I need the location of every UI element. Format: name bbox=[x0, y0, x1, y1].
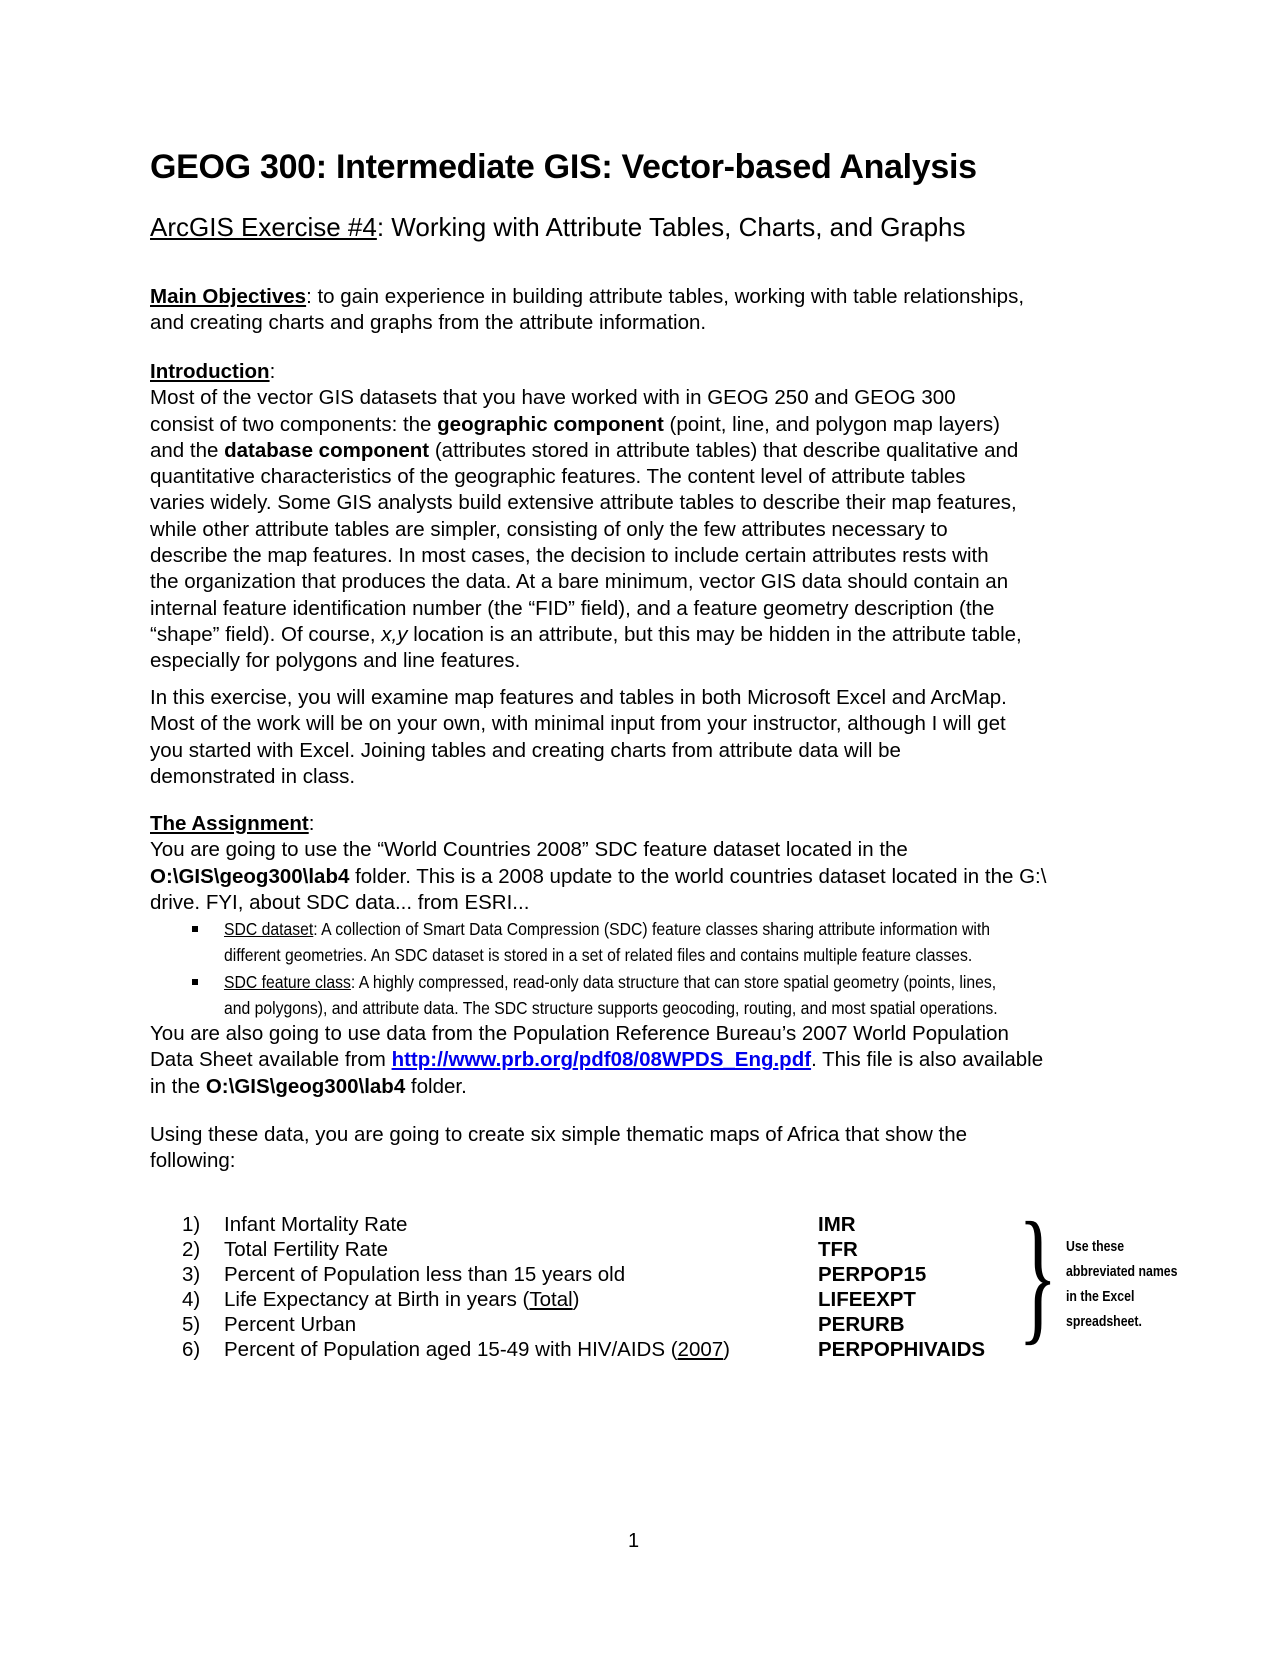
intro-line bbox=[150, 622, 1170, 648]
page-number: 1 bbox=[628, 1530, 640, 1552]
item-abbreviation: LIFEEXPT bbox=[818, 1288, 916, 1311]
intro-line: describe the map features. In most cases, the decision to include certain attributes rests with bbox=[150, 544, 989, 568]
note-line: spreadsheet. bbox=[1066, 1313, 1142, 1330]
prb-line bbox=[150, 1047, 1170, 1073]
intro-text: (attributes stored in attribute tables) that describe qualitative and bbox=[429, 438, 1019, 462]
document-subtitle bbox=[150, 212, 966, 243]
intro-line: the organization that produces the data. At a bare minimum, vector GIS data should contain an bbox=[150, 570, 1009, 594]
assignment-heading: The Assignment bbox=[150, 812, 309, 835]
list-item bbox=[150, 969, 1170, 1022]
exercise-line: Most of the work will be on your own, with minimal input from your instructor, although I will get bbox=[150, 712, 1006, 736]
item-description bbox=[224, 1337, 730, 1362]
description-text: ) bbox=[572, 1288, 580, 1311]
intro-text: (point, line, and polygon map layers) bbox=[663, 412, 1000, 436]
intro-line: while other attribute tables are simpler, consisting of only the few attributes necessary to bbox=[150, 517, 948, 541]
sdc-definitions-list bbox=[150, 916, 1170, 1021]
heading-colon: : bbox=[308, 812, 315, 835]
intro-text: “shape” field). Of course, bbox=[150, 622, 382, 646]
intro-line bbox=[150, 438, 1170, 464]
item-number: 5) bbox=[182, 1313, 201, 1336]
list-item bbox=[150, 1337, 1170, 1362]
exercise-line: demonstrated in class. bbox=[150, 764, 356, 788]
objectives-heading: Main Objectives bbox=[150, 285, 307, 308]
prb-line bbox=[150, 1074, 1170, 1100]
intro-line: quantitative characteristics of the geographic features. The content level of attribute tables bbox=[150, 465, 966, 489]
subtitle-exercise-number: ArcGIS Exercise #4 bbox=[150, 212, 377, 242]
prb-paragraph bbox=[150, 1021, 1170, 1100]
item-description bbox=[224, 1287, 580, 1312]
item-abbreviation: PERPOPHIVAIDS bbox=[818, 1338, 986, 1361]
prb-line: You are also going to use data from the Population Reference Bureau’s 2007 World Population bbox=[150, 1022, 1009, 1045]
thematic-maps-list bbox=[150, 1212, 1170, 1362]
item-number: 4) bbox=[182, 1288, 201, 1311]
assignment-line: drive. FYI, about SDC data... from ESRI... bbox=[150, 890, 530, 914]
description-text: Life Expectancy at Birth in years ( bbox=[224, 1288, 530, 1311]
list-item bbox=[150, 1262, 1170, 1287]
item-description bbox=[224, 1237, 388, 1262]
xy-term: x,y bbox=[381, 622, 408, 646]
assignment-line bbox=[150, 864, 1170, 890]
prb-text: Data Sheet available from bbox=[150, 1048, 392, 1072]
prb-text: folder. bbox=[405, 1074, 467, 1098]
item-number: 3) bbox=[182, 1263, 201, 1286]
maps-intro-line: Using these data, you are going to create six simple thematic maps of Africa that show the bbox=[150, 1123, 968, 1146]
description-text: Total Fertility Rate bbox=[224, 1238, 389, 1261]
prb-data-sheet-link[interactable]: http://www.prb.org/pdf08/08WPDS_Eng.pdf bbox=[391, 1048, 812, 1072]
item-abbreviation: PERURB bbox=[818, 1313, 905, 1336]
exercise-line: you started with Excel. Joining tables and creating charts from attribute data will be bbox=[150, 738, 901, 762]
intro-line: especially for polygons and line features. bbox=[150, 649, 521, 673]
item-abbreviation: IMR bbox=[818, 1213, 856, 1236]
item-description bbox=[224, 1312, 356, 1337]
item-number: 1) bbox=[182, 1213, 201, 1236]
document-title: GEOG 300: Intermediate GIS: Vector-based Analysis bbox=[150, 148, 977, 186]
definition-term: SDC dataset bbox=[224, 919, 314, 939]
bullet-square-icon bbox=[192, 979, 198, 985]
heading-colon: : bbox=[269, 360, 276, 383]
intro-text: consist of two components: the bbox=[150, 412, 438, 436]
objectives-text-line2: and creating charts and graphs from the attribute information. bbox=[150, 311, 707, 335]
assignment-line: You are going to use the “World Countries 2008” SDC feature dataset located in the bbox=[150, 838, 908, 862]
definition-text: different geometries. An SDC dataset is stored in a set of related files and contains multiple feature classes. bbox=[224, 945, 973, 966]
intro-line: Most of the vector GIS datasets that you have worked with in GEOG 250 and GEOG 300 bbox=[150, 386, 956, 410]
maps-intro-line: following: bbox=[150, 1149, 236, 1173]
geographic-component-term: geographic component bbox=[437, 412, 664, 436]
list-item bbox=[150, 1287, 1170, 1312]
definition-text: : A highly compressed, read-only data structure that can store spatial geometry (points, lines, bbox=[350, 971, 997, 992]
right-brace-icon: } bbox=[1018, 1192, 1058, 1358]
description-text: Percent Urban bbox=[224, 1313, 357, 1336]
description-text: ) bbox=[723, 1338, 730, 1361]
exercise-paragraph bbox=[150, 685, 1170, 790]
list-item bbox=[150, 916, 1170, 969]
introduction-section bbox=[150, 359, 1170, 675]
prb-text: . This file is also available bbox=[811, 1048, 1044, 1072]
intro-text: and the bbox=[150, 438, 225, 462]
description-text: Percent of Population less than 15 years old bbox=[224, 1263, 626, 1286]
database-component-term: database component bbox=[224, 438, 430, 462]
description-text: Infant Mortality Rate bbox=[224, 1213, 408, 1236]
introduction-heading: Introduction bbox=[150, 360, 270, 383]
intro-text: location is an attribute, but this may be hidden in the attribute table, bbox=[407, 622, 1022, 646]
prb-text: in the bbox=[150, 1074, 206, 1098]
objectives-section bbox=[150, 284, 1170, 337]
list-item bbox=[150, 1237, 1170, 1262]
bullet-square-icon bbox=[192, 926, 198, 932]
list-item bbox=[150, 1212, 1170, 1237]
note-line: in the Excel bbox=[1066, 1288, 1135, 1305]
intro-line bbox=[150, 412, 1170, 438]
folder-path: O:\GIS\geog300\lab4 bbox=[150, 864, 350, 888]
intro-line: internal feature identification number (the “FID” field), and a feature geometry description (the bbox=[150, 596, 995, 620]
objectives-text: : to gain experience in building attribute tables, working with table relationships, bbox=[306, 285, 1025, 308]
exercise-line: In this exercise, you will examine map features and tables in both Microsoft Excel and ArcMap. bbox=[150, 686, 1007, 709]
item-abbreviation: PERPOP15 bbox=[818, 1263, 927, 1286]
list-item bbox=[150, 1312, 1170, 1337]
description-text: Percent of Population aged 15-49 with HIV/AIDS ( bbox=[224, 1338, 678, 1361]
definition-term: SDC feature class bbox=[224, 971, 351, 992]
item-number: 6) bbox=[182, 1338, 201, 1361]
item-description bbox=[224, 1212, 407, 1237]
assignment-section bbox=[150, 811, 1170, 916]
maps-intro bbox=[150, 1122, 1170, 1175]
subtitle-text: : Working with Attribute Tables, Charts, and Graphs bbox=[376, 212, 966, 242]
definition-text: and polygons), and attribute data. The SDC structure supports geocoding, routing, and most spatial operations. bbox=[224, 997, 998, 1018]
definition-text: : A collection of Smart Data Compression (SDC) feature classes sharing attribute information with bbox=[313, 919, 990, 939]
item-description bbox=[224, 1262, 625, 1287]
note-line: Use these bbox=[1066, 1238, 1125, 1255]
item-abbreviation: TFR bbox=[818, 1238, 858, 1261]
description-underlined: 2007 bbox=[677, 1338, 724, 1361]
description-underlined: Total bbox=[529, 1288, 573, 1311]
note-line: abbreviated names bbox=[1066, 1263, 1178, 1280]
folder-path: O:\GIS\geog300\lab4 bbox=[205, 1074, 406, 1098]
abbreviation-note bbox=[1066, 1234, 1189, 1334]
intro-line: varies widely. Some GIS analysts build extensive attribute tables to describe their map features, bbox=[150, 491, 1017, 515]
assignment-text: folder. This is a 2008 update to the world countries dataset located in the G:\ bbox=[349, 864, 1047, 888]
item-number: 2) bbox=[182, 1238, 201, 1261]
